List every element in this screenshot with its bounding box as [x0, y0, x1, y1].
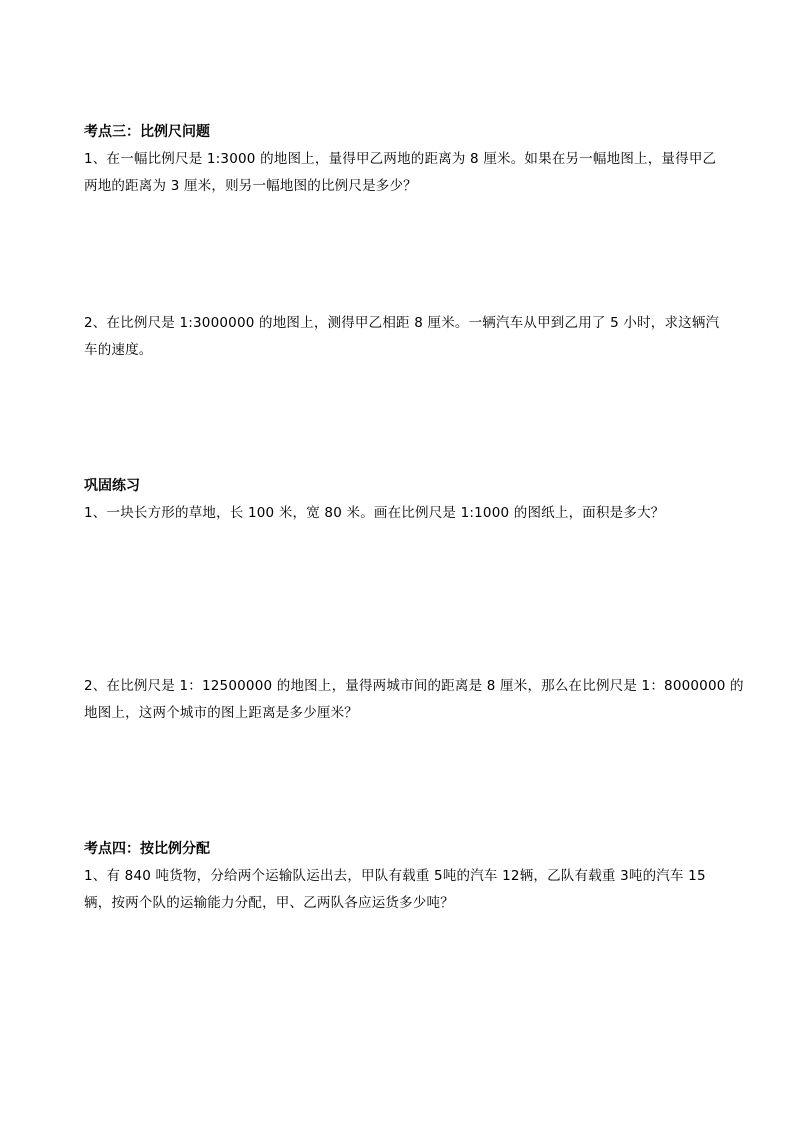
problem-line: 两地的距离为 3 厘米，则另一幅地图的比例尺是多少？ [84, 178, 417, 194]
problem-1 [84, 500, 714, 527]
problem-2 [84, 673, 744, 727]
problem-line: 1、有 840 吨货物，分给两个运输队运出去，甲队有载重 5吨的汽车 12辆，乙队有载重 3吨的汽车 15 [84, 868, 706, 884]
problem-1 [84, 146, 717, 200]
problem-2 [84, 310, 720, 364]
problem-line: 2、在比例尺是 1:3000000 的地图上，测得甲乙相距 8 厘米。一辆汽车从甲到乙用了 5 小时，求这辆汽 [84, 315, 720, 331]
section-heading-practice: 巩固练习 [84, 478, 140, 494]
problem-line: 地图上，这两个城市的图上距离是多少厘米？ [84, 705, 358, 721]
problem-line: 1、一块长方形的草地，长 100 米，宽 80 米。画在比例尺是 1:1000 的图纸上，面积是多大？ [84, 505, 665, 521]
problem-line: 辆，按两个队的运输能力分配，甲、乙两队各应运货多少吨？ [84, 895, 454, 911]
section-heading-proportional-distribution: 考点四：按比例分配 [84, 841, 210, 857]
problem-line: 1、在一幅比例尺是 1:3000 的地图上，量得甲乙两地的距离为 8 厘米。如果在另一幅地图上，量得甲乙 [84, 151, 717, 167]
problem-1 [84, 863, 714, 917]
problem-line: 车的速度。 [84, 342, 153, 358]
section-heading-scale-problems: 考点三：比例尺问题 [84, 124, 210, 140]
problem-line: 2、在比例尺是 1：12500000 的地图上，量得两城市间的距离是 8 厘米，那么在比例尺是 1：8000000 的 [84, 678, 744, 694]
